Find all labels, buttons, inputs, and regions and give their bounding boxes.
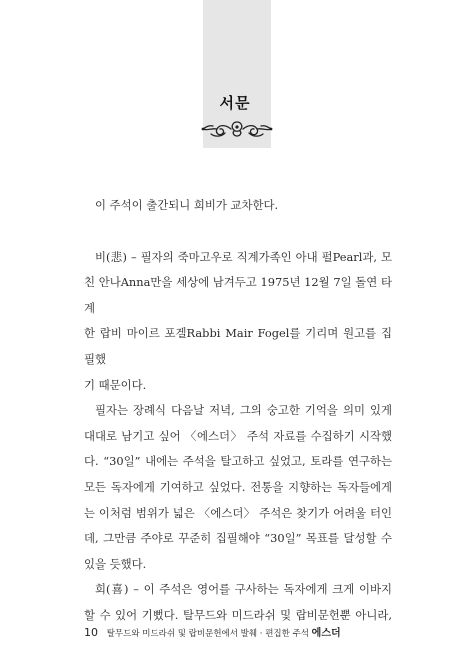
paragraph-line: 희(喜) – 이 주석은 영어를 구사하는 독자에게 크게 이바지 [95, 582, 392, 597]
page-number: 10 [84, 626, 98, 639]
paragraph-line: 필자는 장례식 다음날 저녁, 그의 숭고한 기억을 의미 있게 [95, 403, 392, 418]
page-title: 서문 [219, 94, 251, 112]
paragraph-line: 데, 그만큼 주야로 꾸준히 집필해야 “30일” 목표를 달성할 수 [84, 531, 392, 546]
paragraph-line: 있을 듯했다. [84, 556, 147, 571]
page-footer [84, 624, 404, 639]
paragraph-line: 이 주석이 출간되니 희비가 교차한다. [95, 198, 279, 212]
paragraph-line: 할 수 있어 기뻤다. 탈무드와 미드라쉬 및 랍비문헌뿐 아니라, [84, 607, 392, 622]
paragraph-line: 는 이처럼 범위가 넓은 〈에스더〉 주석은 찾기가 어려울 터인 [84, 505, 392, 520]
paragraph-line: 대대로 남기고 싶어 〈에스더〉 주석 자료를 수집하기 시작했 [84, 428, 392, 443]
ornament-icon [197, 118, 277, 140]
running-title: 탈무드와 미드라쉬 및 랍비문헌에서 발췌 · 편집한 주석 [106, 629, 309, 639]
paragraph-line: 비(悲) – 필자의 죽마고우로 직계가족인 아내 펄Pearl과, 모 [95, 249, 392, 264]
paragraph-line: 다. “30일” 내에는 주석을 탈고하고 싶었고, 토라를 연구하는 [84, 454, 392, 469]
book-title: 에스더 [311, 628, 341, 639]
paragraph-gap [84, 219, 392, 245]
paragraph-line: 한 랍비 마이르 포겔Rabbi Mair Fogel를 기리며 원고를 집필했 [84, 326, 392, 366]
paragraph-line: 친 안나Anna만을 세상에 남겨두고 1975년 12월 7일 돌연 타계 [84, 275, 392, 315]
paragraph-line: 모든 독자에게 기여하고 싶었다. 전통을 지향하는 독자들에게 [84, 479, 392, 494]
body-text [84, 193, 392, 629]
paragraph-line: 기 때문이다. [84, 377, 147, 392]
